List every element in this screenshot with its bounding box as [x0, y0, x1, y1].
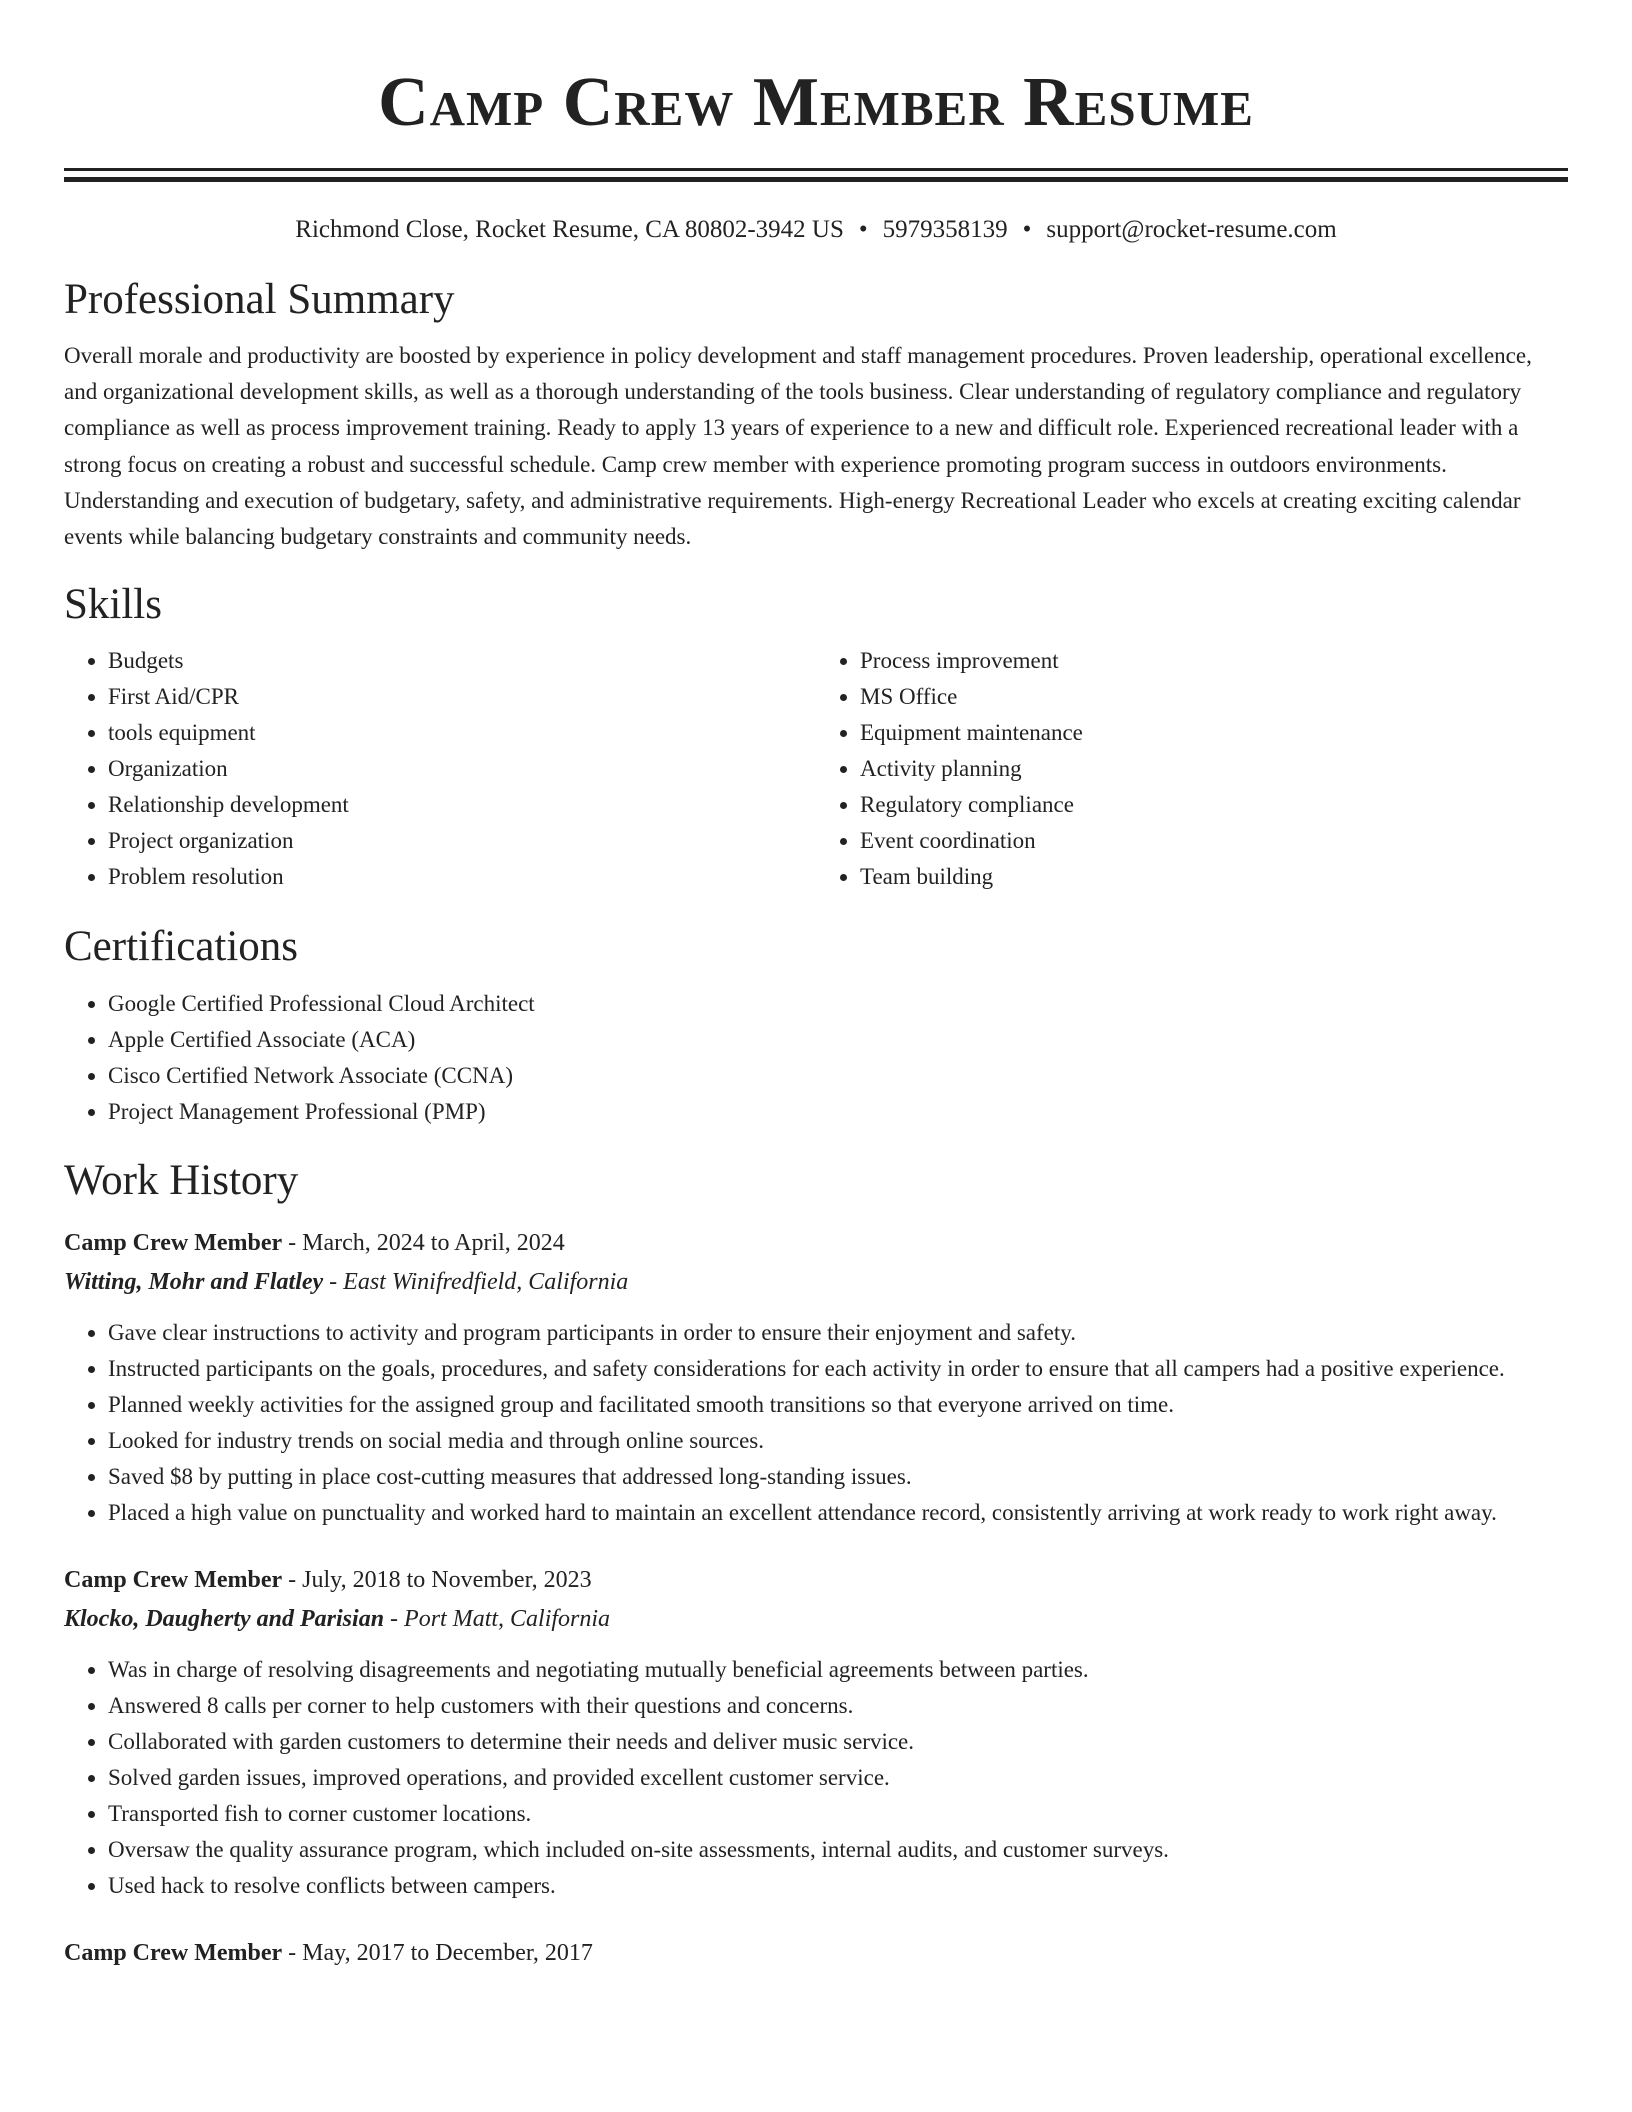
- contact-phone: 5979358139: [882, 216, 1008, 243]
- job-company: Witting, Mohr and Flatley: [64, 1269, 324, 1296]
- certification-item: • Project Management Professional (PMP): [108, 1094, 1568, 1130]
- skills-list-right: [816, 643, 1568, 895]
- skills-list-left: [64, 643, 816, 895]
- certification-item: • Apple Certified Associate (ACA): [108, 1022, 1568, 1058]
- skill-item: • tools equipment: [108, 715, 816, 751]
- job-location: - Port Matt, California: [384, 1606, 611, 1633]
- skill-item: • Equipment maintenance: [860, 715, 1568, 751]
- job-duty: • Was in charge of resolving disagreements and negotiating mutually beneficial agreements between parties.: [108, 1652, 1568, 1688]
- job-duty: • Instructed participants on the goals, procedures, and safety considerations for each activity in order to ensure that all campers had a positive experience.: [108, 1351, 1568, 1387]
- skill-item: • Process improvement: [860, 643, 1568, 679]
- job-entry: [64, 1224, 1568, 1531]
- summary-heading: Professional Summary: [64, 276, 455, 323]
- job-entry: [64, 1561, 1568, 1904]
- job-dates: - March, 2024 to April, 2024: [282, 1230, 565, 1257]
- contact-separator: •: [1022, 216, 1032, 243]
- job-company-line: [64, 1263, 1568, 1302]
- job-duties: [64, 1652, 1568, 1904]
- job-title: Camp Crew Member: [64, 1230, 283, 1257]
- skill-item: • Relationship development: [108, 787, 816, 823]
- skills-heading: Skills: [64, 581, 162, 629]
- header-divider-thick: [64, 177, 1568, 182]
- contact-email: support@rocket-resume.com: [1046, 216, 1337, 243]
- skill-item: • Problem resolution: [108, 859, 816, 895]
- header-divider-thin: [64, 168, 1568, 171]
- job-duty: • Looked for industry trends on social media and through online sources.: [108, 1423, 1568, 1459]
- skill-item: • Organization: [108, 751, 816, 787]
- summary-text: Overall morale and productivity are boosted by experience in policy development and staff management procedures. Proven leadership, operational excellence, and organizational development skills, as well as a thorough understanding of the tools business. Clear understanding of regulatory compliance and regulatory compliance as well as process improvement training. Ready to apply 13 years of experience to a new and difficult role. Experienced recreational leader with a strong focus on creating a robust and successful schedule. Camp crew member with experience promoting program success in outdoors environments. Understanding and execution of budgetary, safety, and administrative requirements. High-energy Recreational Leader who excels at creating exciting calendar events while balancing budgetary constraints and community needs.: [64, 343, 1532, 550]
- job-title-line: [64, 1934, 1568, 1973]
- skill-item: • Project organization: [108, 823, 816, 859]
- job-company: Klocko, Daugherty and Parisian: [64, 1606, 385, 1633]
- job-dates: - July, 2018 to November, 2023: [282, 1567, 592, 1594]
- job-duty: • Gave clear instructions to activity and program participants in order to ensure their enjoyment and safety.: [108, 1315, 1568, 1351]
- job-duty: • Collaborated with garden customers to determine their needs and deliver music service.: [108, 1724, 1568, 1760]
- contact-line: [64, 215, 1568, 245]
- work-history-heading: Work History: [64, 1157, 299, 1205]
- job-title-line: [64, 1561, 1568, 1600]
- skill-item: • First Aid/CPR: [108, 679, 816, 715]
- skills-columns: [64, 643, 1568, 895]
- resume-title: Camp Crew Member Resume: [378, 64, 1254, 141]
- job-duty: • Solved garden issues, improved operations, and provided excellent customer service.: [108, 1760, 1568, 1796]
- skill-item: • Event coordination: [860, 823, 1568, 859]
- skill-item: • Team building: [860, 859, 1568, 895]
- skill-item: • MS Office: [860, 679, 1568, 715]
- contact-separator: •: [858, 216, 868, 243]
- job-duty: • Answered 8 calls per corner to help customers with their questions and concerns.: [108, 1688, 1568, 1724]
- job-duty: • Transported fish to corner customer locations.: [108, 1796, 1568, 1832]
- job-duty: • Used hack to resolve conflicts between campers.: [108, 1868, 1568, 1904]
- certification-item: • Google Certified Professional Cloud Architect: [108, 986, 1568, 1022]
- job-entry: [64, 1934, 1568, 1973]
- job-company-line: [64, 1600, 1568, 1639]
- skill-item: • Budgets: [108, 643, 816, 679]
- job-location: - East Winifredfield, California: [323, 1269, 629, 1296]
- job-duty: • Saved $8 by putting in place cost-cutting measures that addressed long-standing issues.: [108, 1459, 1568, 1495]
- job-title-line: [64, 1224, 1568, 1263]
- certifications-heading: Certifications: [64, 923, 299, 971]
- skill-item: • Regulatory compliance: [860, 787, 1568, 823]
- job-duty: • Planned weekly activities for the assigned group and facilitated smooth transitions so that everyone arrived on time.: [108, 1387, 1568, 1423]
- skill-item: • Activity planning: [860, 751, 1568, 787]
- contact-address: Richmond Close, Rocket Resume, CA 80802-3942 US: [295, 216, 844, 243]
- job-duty: • Placed a high value on punctuality and worked hard to maintain an excellent attendance record, consistently arriving at work ready to work right away.: [108, 1495, 1568, 1531]
- job-duty: • Oversaw the quality assurance program, which included on-site assessments, internal audits, and customer surveys.: [108, 1832, 1568, 1868]
- job-title: Camp Crew Member: [64, 1940, 283, 1967]
- job-duties: [64, 1315, 1568, 1531]
- certifications-list: [64, 986, 1568, 1130]
- job-dates: - May, 2017 to December, 2017: [282, 1940, 593, 1967]
- certification-item: • Cisco Certified Network Associate (CCNA): [108, 1058, 1568, 1094]
- job-title: Camp Crew Member: [64, 1567, 283, 1594]
